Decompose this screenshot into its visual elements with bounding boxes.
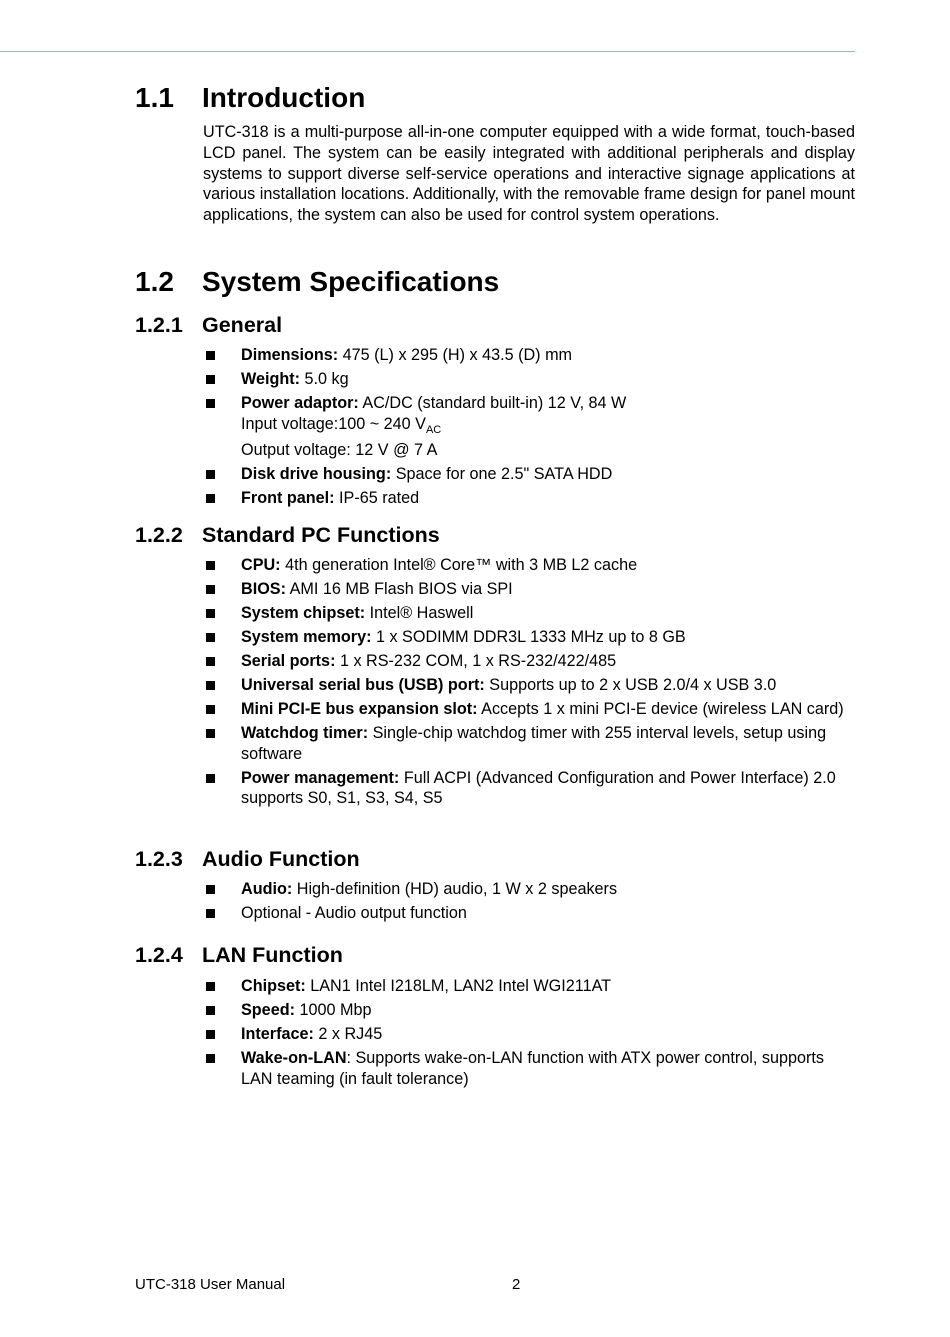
bullet-icon <box>206 633 215 642</box>
item-value: 5.0 kg <box>300 370 349 388</box>
bullet-icon <box>206 885 215 894</box>
list-item <box>203 393 855 461</box>
item-value: Supports up to 2 x USB 2.0/4 x USB 3.0 <box>484 676 777 694</box>
item-value: : Supports wake-on-LAN function with ATX power control, supports LAN teaming (in fault tolerance) <box>241 1049 824 1088</box>
lan-list <box>203 976 855 1093</box>
bullet-icon <box>206 705 215 714</box>
bullet-icon <box>206 399 215 408</box>
bullet-icon <box>206 982 215 991</box>
audio-title: Audio Function <box>202 847 360 871</box>
bullet-icon <box>206 729 215 738</box>
item-label: Watchdog timer: <box>241 724 369 742</box>
bullet-icon <box>206 609 215 618</box>
bullet-icon <box>206 657 215 666</box>
item-label: CPU: <box>241 556 281 574</box>
pc-list <box>203 555 855 812</box>
list-item <box>203 879 855 900</box>
pc-title: Standard PC Functions <box>202 523 440 547</box>
audio-number: 1.2.3 <box>135 847 183 871</box>
item-value: IP-65 rated <box>334 489 420 507</box>
general-title: General <box>202 313 283 337</box>
list-item <box>203 768 855 809</box>
lan-number: 1.2.4 <box>135 943 183 967</box>
list-item <box>203 369 855 390</box>
item-label: BIOS: <box>241 580 286 598</box>
item-label: Dimensions: <box>241 346 339 364</box>
item-label: Universal serial bus (USB) port: <box>241 676 485 694</box>
item-value: Full ACPI (Advanced Configuration and Power Interface) 2.0 supports S0, S1, S3, S4, S5 <box>241 768 836 807</box>
bullet-icon <box>206 585 215 594</box>
list-item <box>203 723 855 764</box>
bullet-icon <box>206 561 215 570</box>
list-item <box>203 1000 855 1021</box>
item-value: 1000 Mbp <box>294 1001 372 1019</box>
item-label: Serial ports: <box>241 652 336 670</box>
specs-title: System Specifications <box>202 266 500 297</box>
intro-number: 1.1 <box>135 82 174 113</box>
list-item <box>203 976 855 997</box>
item-value: Intel® Haswell <box>365 604 474 622</box>
lan-title: LAN Function <box>202 943 343 967</box>
list-item <box>203 464 855 485</box>
list-item <box>203 345 855 366</box>
bullet-icon <box>206 470 215 479</box>
item-label: System chipset: <box>241 604 366 622</box>
list-item <box>203 1048 855 1089</box>
item-value: AMI 16 MB Flash BIOS via SPI <box>285 580 513 598</box>
pc-number: 1.2.2 <box>135 523 183 547</box>
item-value: 475 (L) x 295 (H) x 43.5 (D) mm <box>338 346 573 364</box>
audio-heading <box>135 847 360 872</box>
bullet-icon <box>206 909 215 918</box>
intro-heading <box>135 82 365 114</box>
specs-number: 1.2 <box>135 266 174 297</box>
bullet-icon <box>206 774 215 783</box>
item-value: Accepts 1 x mini PCI-E device (wireless LAN card) <box>477 700 844 718</box>
list-item <box>203 627 855 648</box>
list-item <box>203 488 855 509</box>
output-voltage: Output voltage: 12 V @ 7 A <box>241 441 438 459</box>
bullet-icon <box>206 494 215 503</box>
bullet-icon <box>206 681 215 690</box>
audio-list <box>203 879 855 927</box>
list-item <box>203 1024 855 1045</box>
header-rule <box>0 51 855 52</box>
item-label: System memory: <box>241 628 372 646</box>
item-value: Optional - Audio output function <box>241 904 467 922</box>
item-label: Speed: <box>241 1001 295 1019</box>
specs-heading <box>135 266 499 298</box>
list-item <box>203 903 855 924</box>
item-label: Power adaptor: <box>241 394 359 412</box>
general-heading <box>135 313 282 338</box>
general-list <box>203 345 855 512</box>
item-label: Power management: <box>241 768 400 787</box>
item-value: Space for one 2.5" SATA HDD <box>391 465 613 483</box>
list-item <box>203 699 855 720</box>
intro-title: Introduction <box>202 82 366 113</box>
item-label: Audio: <box>241 880 293 898</box>
bullet-icon <box>206 1006 215 1015</box>
item-value: 4th generation Intel® Core™ with 3 MB L2 cache <box>280 556 638 574</box>
bullet-icon <box>206 351 215 360</box>
list-item <box>203 651 855 672</box>
item-value: Single-chip watchdog timer with 255 interval levels, setup using software <box>241 724 827 763</box>
input-voltage: Input voltage:100 ~ 240 V <box>241 414 426 433</box>
item-value: 1 x SODIMM DDR3L 1333 MHz up to 8 GB <box>371 628 686 646</box>
list-item <box>203 675 855 696</box>
item-label: Mini PCI-E bus expansion slot: <box>241 700 478 718</box>
item-label: Disk drive housing: <box>241 465 392 483</box>
list-item <box>203 555 855 576</box>
item-label: Chipset: <box>241 977 306 995</box>
item-label: Weight: <box>241 370 301 388</box>
list-item <box>203 603 855 624</box>
intro-paragraph: UTC-318 is a multi-purpose all-in-one computer equipped with a wide format, touch-based LCD panel. The system can be easily integrated with additional peripherals and display systems to support diverse self-service operations and interactive signage applications at various installation locations. Additionally, with the removable frame design for panel mount applications, the system can also be used for control system operations. <box>203 123 855 225</box>
item-label: Front panel: <box>241 489 335 507</box>
lan-heading <box>135 943 343 968</box>
bullet-icon <box>206 1030 215 1039</box>
item-value: High-definition (HD) audio, 1 W x 2 speakers <box>292 880 618 898</box>
item-value: 1 x RS-232 COM, 1 x RS-232/422/485 <box>335 652 617 670</box>
item-label: Interface: <box>241 1025 314 1043</box>
pc-heading <box>135 523 440 548</box>
item-label: Wake-on-LAN <box>241 1049 347 1067</box>
general-number: 1.2.1 <box>135 313 183 337</box>
item-value: AC/DC (standard built-in) 12 V, 84 W <box>358 394 627 412</box>
footer-page-number: 2 <box>512 1276 521 1293</box>
footer-manual-title: UTC-318 User Manual <box>135 1276 286 1293</box>
item-value: 2 x RJ45 <box>313 1025 383 1043</box>
bullet-icon <box>206 375 215 384</box>
list-item <box>203 579 855 600</box>
input-voltage-subscript: AC <box>425 423 442 436</box>
bullet-icon <box>206 1054 215 1063</box>
item-value: LAN1 Intel I218LM, LAN2 Intel WGI211AT <box>305 977 612 995</box>
